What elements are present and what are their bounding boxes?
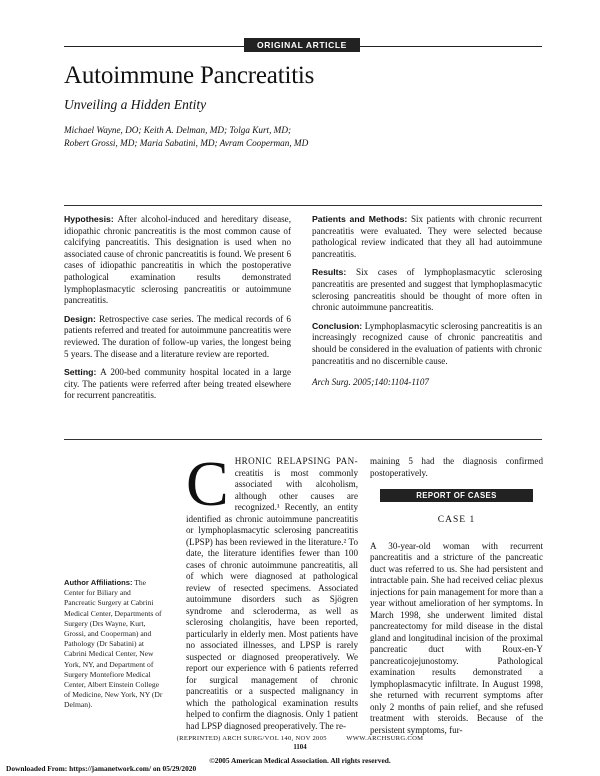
section-label: Hypothesis: xyxy=(64,214,114,224)
case-heading: CASE 1 xyxy=(437,515,476,525)
abstract-results xyxy=(312,267,542,313)
drop-cap: C xyxy=(186,448,229,519)
section-label: Patients and Methods: xyxy=(312,214,408,224)
intro-text: creatitis is most commonly associated with alcoholism, although other causes are recognized.¹ Recently, an entity identified as chronic autoimmune pancreatitis or lymphoplasmacytic sclerosing pancreatitis (LPSP) has been reviewed in the literature.² To date, the literature identifies fewer than 100 cases of chronic autoimmune pancreatitis, all of which were diagnosed at pathological review of resected specimens. Associated autoimmune disorders such as Sjögren syndrome and scleroderma, as well as sclerosing cholangitis, have been reported, particularly in elderly men. Most patients have no associated illnesses, and LPSP is rarely suspected or diagnosed preoperatively. We report our experience with 6 patients referred for surgical management of chronic pancreatitis or a suspected malignancy in which the pathological examination results helped to confirm the diagnosis. Only 1 patient had LPSP diagnosed preoperatively. The re- xyxy=(186,467,358,731)
journal-footer: (REPRINTED) ARCH SURG/VOL 140, NOV 2005 WWW.ARCHSURG.COM xyxy=(176,735,424,742)
case1-paragraph: A 30-year-old woman with recurrent pancreatitis and a stricture of the pancreatic duct was referred to us. She had persistent and intractable pain. She had received celiac plexus injections for pain management for more than a year without amelioration of her symptoms. In March 1998, she underwent limited distal pancreatectomy for mild disease in the distal gland and longitudinal incision of the proximal pancreatic duct with Roux-en-Y pancreaticojejunostomy. Pathological examination results demonstrated a lymphoplasmacytic infiltrate. In August 1998, she returned with recurrent symptoms after only 2 months of pain relief, and she refused treatment with steroids. Because of the persistent symptoms, fur- xyxy=(370,540,543,735)
author-affiliations xyxy=(64,578,164,711)
article-subtitle: Unveiling a Hidden Entity xyxy=(64,97,207,112)
opening-smallcaps: HRONIC RELAPSING PAN- xyxy=(234,456,358,466)
section-label: Design: xyxy=(64,313,96,324)
section-label: Setting: xyxy=(64,367,97,378)
continued-text: maining 5 had the diagnosis confirmed postoperatively. xyxy=(370,456,543,478)
author-line: Michael Wayne, DO; Keith A. Delman, MD; Tolga Kurt, MD; xyxy=(64,125,292,135)
affiliations-label: Author Affiliations: xyxy=(64,578,133,587)
body-column-right xyxy=(370,456,543,736)
author-line: Robert Grossi, MD; Maria Sabatini, MD; Avram Cooperman, MD xyxy=(64,138,309,148)
section-text: After alcohol-induced and hereditary disease, idiopathic chronic pancreatitis is the most common cause of calcifying pancreatitis. This designation is used when no associated cause of chronic pancreatitis is found. We present 6 cases of idiopathic pancreatitis in which the postoperative pathological examination results demonstrated lymphoplasmacytic sclerosing pancreatitis or autoimmune pancreatitis. xyxy=(64,214,291,306)
section-text: A 200-bed community hospital located in a large city. The patients were referred after being treated elsewhere for recurrent pancreatitis. xyxy=(64,367,291,401)
citation: Arch Surg. 2005;140:1104-1107 xyxy=(312,377,429,388)
abstract-patients-methods xyxy=(312,214,542,260)
section-label: Conclusion: xyxy=(312,320,363,331)
abstract-top-rule xyxy=(64,205,542,206)
section-text: Lymphoplasmacytic sclerosing pancreatitis is an increasingly recognized cause of chronic pancreatitis and should be considered in the evaluation of patients with chronic pancreatitis and no discernible cause. xyxy=(312,320,542,366)
abstract-hypothesis xyxy=(64,214,291,307)
copyright-notice: ©2005 American Medical Association. All rights reserved. xyxy=(209,756,391,765)
abstract-conclusion xyxy=(312,321,542,367)
abstract-left-column xyxy=(64,214,291,409)
abstract-bottom-rule xyxy=(64,439,542,440)
section-heading-report-of-cases: REPORT OF CASES xyxy=(380,489,533,502)
page-number: 1104 xyxy=(293,744,307,751)
author-list xyxy=(64,124,384,150)
section-text: Six cases of lymphoplasmacytic sclerosing pancreatitis are presented and suggest that lymphoplasmacytic sclerosing pancreatitis should be thought of more often in chronic autoimmune pancreatitis. xyxy=(312,267,542,313)
abstract-setting xyxy=(64,367,291,402)
abstract-right-column xyxy=(312,214,542,396)
section-text: Retrospective case series. The medical records of 6 patients referred and treated for autoimmune pancreatitis were reviewed. The duration of follow-up varies, the longest being 5 years. The disease and a literature review are reported. xyxy=(64,313,291,359)
abstract-design xyxy=(64,314,291,360)
download-stamp: Downloaded From: https://jamanetwork.com/ on 05/29/2020 xyxy=(6,764,197,773)
section-label: Results: xyxy=(312,267,347,278)
affiliations-text: The Center for Biliary and Pancreatic Surgery at Cabrini Medical Center, Departments of Surgery (Drs Wayne, Kurt, Grossi, and Cooperman) and Pathology (Dr Sabatini) at Cabrini Medical Center, New York, NY, and Department of Surgery Montefiore Medical Center, Albert Einstein College of Medicine, New York, NY (Dr Delman). xyxy=(64,578,163,710)
body-column-middle xyxy=(186,448,358,732)
article-title: Autoimmune Pancreatitis xyxy=(64,62,315,89)
article-type-label: ORIGINAL ARTICLE xyxy=(244,38,360,52)
section-text: Six patients with chronic recurrent pancreatitis were evaluated. They were selected because pathological review indicated that they all had autoimmune pancreatitis. xyxy=(312,214,542,259)
